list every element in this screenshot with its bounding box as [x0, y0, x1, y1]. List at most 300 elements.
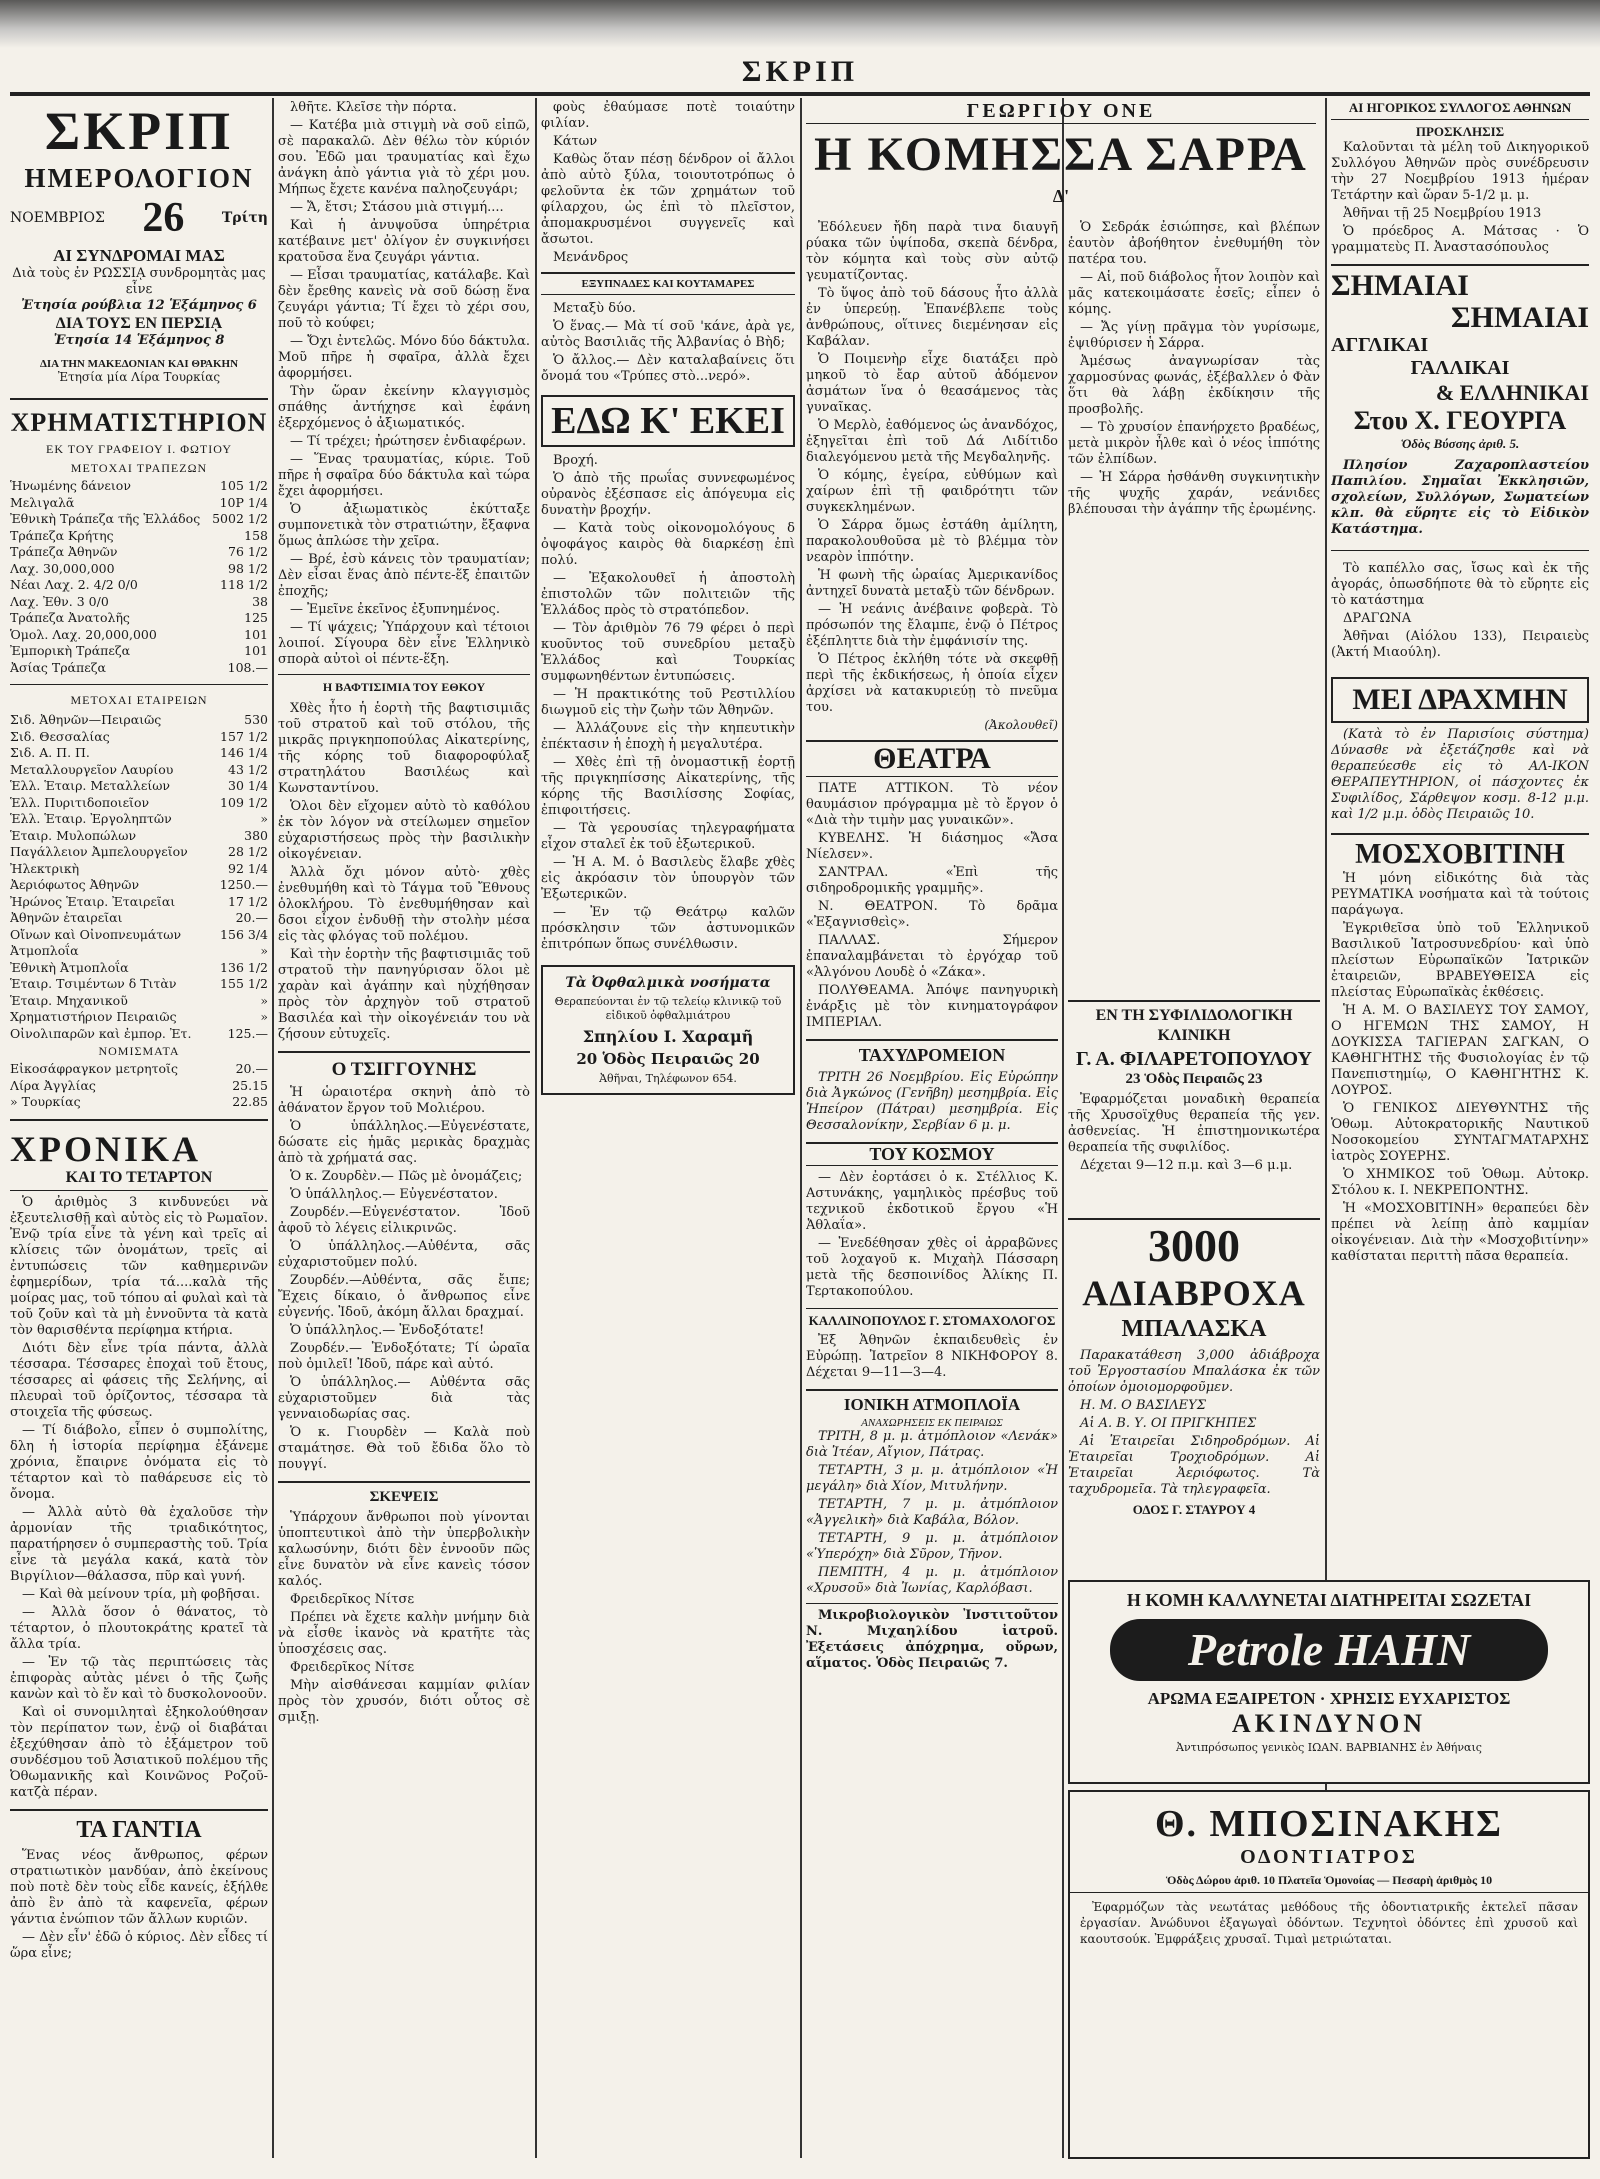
eye-ad-doctor: Σπηλίου Ι. Χαραμῆ	[582, 1027, 754, 1046]
table-row	[10, 660, 268, 677]
paragraph: — Ἄ, ἔτσι; Στάσου μιὰ στιγμή....	[290, 200, 504, 215]
edo-ekei-text	[541, 453, 795, 953]
feuilleton-text	[806, 220, 1058, 716]
hat-ad-text	[1331, 550, 1589, 661]
paragraph: Τὸ ὕψος ἀπὸ τοῦ δάσους ἦτο ἀλλὰ ἐν ὑπερεύῃ. Ἐπανέβλεπε τοὺς ἀνθρώπους, οἵτινες διεμένησαν εἰς Καβάλαν.	[806, 286, 1058, 349]
row-label: Τράπεζα Ἀνατολῆς	[10, 610, 130, 625]
flags-line-4: ΓΑΛΛΙΚΑΙ	[1410, 357, 1510, 379]
column-3	[541, 100, 795, 2170]
row-value: 20.—	[235, 1061, 268, 1076]
bourse-title: ΧΡΗΜΑΤΙΣΤΗΡΙΟΝ	[10, 408, 268, 437]
paragraph: Ὁ ἄλλος.— Δὲν καταλαβαίνεις ὅτι ὄνομά του «Τρύπες στὸ...νερό».	[541, 353, 795, 384]
paragraph: Ὁ ἀπὸ τῆς πρωΐας συννεφωμένος οὐρανὸς ἐξέσπασε εἰς ἀπόγευμα εἰς δυνατὴν βροχήν.	[541, 471, 795, 518]
paragraph: ΠΑΛΛΑΣ. Σήμερον ἐπαναλαμβάνεται τὸ ἐργόχαρ τοῦ «Ἀλγόνου Λουδὲ ὁ «Ζάκα».	[806, 933, 1058, 980]
macedonia-price: Ἐτησία μία Λίρα Τουρκίας	[57, 370, 221, 384]
row-label: Ἑταιρ. Μηχανικοῦ	[10, 992, 128, 1008]
flags-address: Ὁδὸς Βύσσης ἀριθ. 5.	[1400, 436, 1520, 451]
table-row	[10, 528, 268, 545]
column-rule	[1062, 98, 1064, 2158]
drachma-text	[1331, 727, 1589, 823]
vaftisia-title: Η ΒΑΦΤΙΣΙΜΙΑ ΤΟΥ ΕΘΚΟΥ	[278, 674, 530, 695]
table-row	[10, 844, 268, 861]
row-value: 109 1/2	[220, 794, 268, 810]
paragraph: Μὴν αἰσθάνεσαι καμμίαν φιλίαν πρὸς τὸν χρυσόν, διότι οὗτος σὲ σμιξῃ.	[278, 1678, 530, 1725]
row-value: 76 1/2	[228, 544, 268, 559]
paragraph: Ἐφαρμόζων τὰς νεωτάτας μεθόδους τῆς ὀδοντιατρικῆς ἐκτελεῖ πᾶσαν ἐργασίαν. Ἀνώδυνοι ἐξαγωγαὶ ὀδόντων. Τεχνητοὶ ὀδόντες ἐπὶ χρυσοῦ καὶ καουτσούκ. Ἐμφράξεις χρυσαῖ. Τιμαὶ μετριώταται.	[1080, 1900, 1578, 1946]
petrole-hahn-ad	[1068, 1580, 1590, 1784]
assoc-title: ΑΙ ΗΓΟΡΙΚΟΣ ΣΥΛΛΟΓΟΣ ΑΘΗΝΩΝ	[1331, 100, 1589, 120]
paragraph: Ζουρδέν.—Εὐγενέστατον. Ἰδοῦ ἀφοῦ τὸ λέγεις εἰλικρινῶς.	[278, 1205, 530, 1236]
raincoat-text	[1068, 1348, 1320, 1498]
flags-line-2: ΣΗΜΑΙΑΙ	[1451, 301, 1589, 334]
eye-ad-subtitle: Θεραπεύονται ἐν τῷ τελείῳ κλινικῷ τοῦ εἰδικοῦ ὀφθαλμιάτρου	[554, 995, 782, 1022]
short-stories-text	[541, 301, 795, 385]
chronika-subtitle: ΚΑΙ ΤΟ ΤΕΤΑΡΤΟΝ	[10, 1169, 268, 1191]
table-row	[10, 828, 268, 845]
paragraph: Ὑπάρχουν ἄνθρωποι ποὺ γίνονται ὑποπτευτικοὶ ἀπὸ τὴν ὑπερβολικὴν καλωσύνην, διότι δὲν ἐννοοῦν πῶς εἶνε δυνατὸν νὰ εἶνε κανεὶς τόσον καλός.	[278, 1510, 530, 1589]
eye-ad-address: 20 Ὁδὸς Πειραιῶς 20	[576, 1050, 760, 1068]
post-title: ΤΑΧΥΔΡΟΜΕΙΟΝ	[806, 1039, 1058, 1066]
paragraph: Παρακατάθεση 3,000 ἀδιάβροχα τοῦ Ἐργοστασίου Μπαλάσκα ἐκ τῶν ὁποίων ὁμοιομορφοῦμεν.	[1068, 1348, 1320, 1395]
coins-table	[10, 1061, 268, 1111]
lab-ad-text	[806, 1603, 1058, 1672]
paragraph: — Τί ψάχεις; Ὑπάρχουν καὶ τέτοιοι λοιποί. Σίγουρα δὲν εἶνε Ἑλληνικὸ σπορὰ αὐτοὶ οἱ πέντε-ἕξη.	[278, 620, 530, 667]
row-value: 20.—	[235, 910, 268, 925]
paragraph: Ὁ ὑπάλληλος.—Αὐθέντα, σᾶς εὐχαριστοῦμεν πολύ.	[278, 1239, 530, 1270]
paragraph: Μεταξὺ δύο.	[553, 301, 636, 316]
paragraph: Ἀλλὰ ὄχι μόνον αὐτὸ· χθὲς ἐνεθυμήθη καὶ τὸ Τάγμα τοῦ Ἔθνους ὁλοκλήρου. Τὸ ἐνεθυμήθησαν καὶ δσοι εἶχον ἐνδυθῇ τὴν στολὴν μέσα εἰς τὰς φλόγας τοῦ πολέμου.	[278, 865, 530, 944]
dentist-text	[1080, 1899, 1578, 1947]
table-row	[10, 729, 268, 746]
row-value: 530	[244, 712, 268, 727]
row-value: 105 1/2	[220, 478, 268, 493]
table-row	[10, 1078, 268, 1095]
paragraph: Αἱ Ἐταιρεῖαι Σιδηροδρόμων. Αἱ Ἐταιρεῖαι Τροχιοδρόμων. Αἱ Ἐταιρεῖαι Ἀεριόφωτος. Τὰ ταχυδρομεῖα. Τὰ τηλεγραφεῖα.	[1068, 1434, 1320, 1497]
flags-line-3: ΑΓΓΛΙΚΑΙ	[1331, 334, 1429, 356]
row-label: Ἀθηνῶν ἐταιρεῖαι	[10, 910, 123, 925]
paragraph: Ὁ ὑπάλληλος.— Ἐνδοξότατε!	[290, 1323, 485, 1338]
paragraph: Πρέπει νὰ ἔχετε καλὴν μνήμην διὰ νὰ εἶσθε ἱκανὸς νὰ κρατῆτε τὰς ὑποσχέσεις σας.	[278, 1610, 530, 1657]
paragraph: Καθὼς ὅταν πέσῃ δένδρον οἱ ἄλλοι ἀπὸ αὐτὸ ξύλα, τοιουτοτρόπως ὁ φελοῦντα ἐκ τῶν χρημάτων τοῦ φίλαρχου, ὡς ἐπὶ τὸ πλεῖστον, ἀπομακρυσμένοι συγγενεῖς καὶ ἄσωτοι.	[541, 152, 795, 247]
coins-title: ΝΟΜΙΣΜΑΤΑ	[98, 1044, 180, 1058]
paragraph: Χθὲς ἦτο ἡ ἑορτὴ τῆς βαφτισιμιᾶς τοῦ στρατοῦ καὶ τοῦ στόλου, τῆς μικρᾶς πριγκηποπούλας Αἰκατερίνης, τῆς κόρης τοῦ διαφοροφύλαξ στρατηλάτου Βασιλέως καὶ Κωνσταντίνου.	[278, 701, 530, 796]
column-rule	[800, 98, 802, 2158]
row-label: Μεταλλουργεῖον Λαυρίου	[10, 761, 174, 777]
table-row	[10, 976, 268, 993]
paragraph: Ὁ Σεδράκ ἐσιώπησε, καὶ βλέπων ἑαυτὸν ἀβοήθητον ἐνεθυμήθη τὸν πατέρα του.	[1068, 220, 1320, 267]
paragraph: Ν. ΘΕΑΤΡΟΝ. Τὸ δρᾶμα «Ἐξαγνισθεὶς».	[806, 899, 1058, 930]
column-6	[1331, 100, 1589, 1570]
paragraph: ΤΡΙΤΗ 26 Νοεμβρίου. Εἰς Εὐρώπην διὰ Ἀγκώνος (Γενῆβη) μεσημβρία. Εἰς Ἠπείρον (Πάτραι) μεσημβρία. Εἰς Θεσσαλονίκην, Σερβίαν 6 μ. μ.	[806, 1070, 1058, 1133]
subscriptions-title: ΑΙ ΣΥΝΔΡΟΜΑΙ ΜΑΣ	[53, 246, 225, 265]
paragraph: Ἐφαρμόζεται μοναδικὴ θεραπεία τῆς Χρυσοϊχθυς θεραπεία τῆς γεν. ἀσθενείας. Ἡ ἐπιστημονικωτέρα θεραπεία τῆς συφιλίδος.	[1068, 1092, 1320, 1155]
paragraph: Ὁ ΧΗΜΙΚΟΣ τοῦ Ὁθωμ. Αὐτοκρ. Στόλου κ. Ι. ΝΕΚΡΕΠΟΝΤΗΣ.	[1331, 1167, 1589, 1198]
dentist-address: Ὁδὸς Δώρου ἀριθ. 10 Πλατεῖα Ὁμονοίας — Πεσαρὴ ἀριθμὸς 10	[1070, 1873, 1588, 1893]
paragraph: Ζουρδέν.—Αὐθέντα, σᾶς ἔιπε; Ἔχεις δίκαιο, ὁ ἄνθρωπος εἶνε εὐγενής. Ἰδοῦ, ἀκόμη ἄλλαι δραχμαί.	[278, 1273, 530, 1320]
row-value: 380	[244, 827, 268, 843]
row-value: 158	[244, 527, 268, 543]
paragraph: Ὁ Μερλὸ, ἐαθόμενος ὡς ἀνανδόχος, ἐξηγεῖται ἐπὶ τοῦ Δά Λιδίτιδο διαλεγόμενου μετὰ τῆς Μεγδαληνῆς.	[806, 418, 1058, 465]
column-2	[278, 100, 530, 2170]
gantia-text	[10, 1848, 268, 1962]
table-row	[10, 627, 268, 644]
stomach-doctor-title: ΚΑΛΛΙΝΟΠΟΥΛΟΣ Γ. ΣΤΟΜΑΧΟΛΟΓΟΣ	[806, 1308, 1058, 1329]
raincoat-number: 3000	[1148, 1220, 1240, 1271]
raincoat-address: ΟΔΟΣ Γ. ΣΤΑΥΡΟΥ 4	[1132, 1502, 1256, 1517]
kosmou-text	[806, 1170, 1058, 1300]
paragraph: — Εἶσαι τραυματίας, κατάλαβε. Καὶ δὲν ἔρεθης κανεὶς νὰ σοῦ δώσῃ ἕνα ζευγάρι γάντια; Τί ἔχει τὸ χέρι σου, ποῦ τὸ κούφει;	[278, 268, 530, 331]
row-value: 136 1/2	[220, 959, 268, 975]
feuilleton-chapter: Δ'	[1052, 186, 1070, 206]
petrole-brand: Petrole HAHN	[1110, 1619, 1548, 1681]
row-label: Ἡνωμένης δάνειον	[10, 478, 131, 493]
paragraph: — Αἱ, ποῦ διάβολος ἦτον λοιπὸν καὶ μᾶς κατεκοιμάσατε ἐσεῖς; εἶπεν ὁ κόμης.	[1068, 270, 1320, 317]
edo-ekei-title: ΕΔΩ Κ' ΕΚΕΙ	[541, 395, 795, 447]
top-shadow	[0, 0, 1600, 48]
petrole-top-line: Η ΚΟΜΗ ΚΑΛΛΥΝΕΤΑΙ ΔΙΑΤΗΡΕΙΤΑΙ ΣΩΖΕΤΑΙ	[1126, 1590, 1532, 1610]
paragraph: — Τὸ χρυσίον ἐπανήρχετο βραδέως, μετὰ μικρὸν ἦλθε καὶ ὁ νέος ἱππότης τῶν ἐλπίδων.	[1068, 420, 1320, 467]
row-label: Ἑταιρ. Μυλοπώλων	[10, 827, 137, 843]
paragraph: Φρειδερῖκος Νίτσε	[290, 1660, 415, 1675]
paragraph: — Τί διάβολο, εἶπεν ὁ συμπολίτης, δλη ἡ ἱστορία περίφημα ἐξάνεμε χρόνια, ἔπαιρνε ὀνόματα εἰς τὸ τέταρτον καὶ τὸ παθάρευσε εἰς τὸ ὄνομα.	[10, 1422, 268, 1502]
paragraph: Φρειδερῖκος Νίτσε	[290, 1592, 415, 1607]
paragraph: — Ἡ Α. Μ. ὁ Βασιλεὺς ἔλαβε χθὲς εἰς ἀκρόασιν τὸν ὑπουργὸν τῶν Ἐξωτερικῶν.	[541, 855, 795, 902]
paragraph: Ἀθῆναι τῇ 25 Νοεμβρίου 1913	[1343, 206, 1542, 221]
feuilleton-title: Η ΚΟΜΗΣΣΑ ΣΑΡΡΑ	[814, 128, 1308, 181]
table-row	[10, 745, 268, 762]
paragraph: ΠΑΤΕ ΑΤΤΙΚΟΝ. Τὸ νέον θαυμάσιον πρόγραμμα μὲ τὸ ἔργον ὁ «Διὰ τὴν τιμὴν μας γυναικῶν».	[806, 781, 1058, 828]
row-label: Σιδ. Θεσσαλίας	[10, 728, 110, 744]
paragraph: ΤΕΤΑΡΤΗ, 9 μ. μ. ἀτμόπλοιον «Ὑπερόχη» διὰ Σῦρον, Τῆνον.	[806, 1531, 1058, 1562]
table-row	[10, 762, 268, 779]
masthead-title: ΣΚΡΙΠ	[741, 55, 859, 88]
row-label: Ἑλλ. Ἑταιρ. Ἐργοληπτῶν	[10, 811, 172, 826]
paragraph: Ὁ Σάρρα ὅμως ἐστάθη ἀμίλητη, παρακολουθοῦσα μὲ τὸ βλέμμα τὸν νεαρὸν ἱππότην.	[806, 518, 1058, 565]
subscriptions-price-persia: Ἐτησία 14 Ἑξάμηνος 8	[53, 333, 225, 348]
table-row	[10, 1094, 268, 1111]
row-label: Μελιγαλᾶ	[10, 494, 75, 510]
firms-table	[10, 712, 268, 1042]
paragraph: — Ἡ πρακτικότης τοῦ Ρεστιλλίου διωγμοῦ εἰς τὴν ζωὴν τῶν Ἀθηνῶν.	[541, 687, 795, 718]
vaftisia-text	[278, 701, 530, 1043]
paragraph: Ὁ ἕνας.— Μὰ τί σοῦ 'κάνε, ἀρὰ γε, αὐτὸς Βασιλιᾶς τῆς Ἀλβανίας ὁ Βὴδ;	[541, 319, 795, 350]
paragraph: Ἡ «ΜΟΣΧΟΒΙΤΙΝΗ» θεραπεύει δὲν πρέπει νὰ λείπῃ ἀπὸ καμμίαν οἰκογένειαν. Διὰ τὴν «Μοσχοβιτίνην» καθίσταται περιττὴ πᾶσα θεραπεία.	[1331, 1201, 1589, 1264]
paragraph: — Ἕνας τραυματίας, κύριε. Τοῦ πῆρε ἡ σφαῖρα δύο δάκτυλα καὶ τώρα ἔχει ἀφορμήσει.	[278, 452, 530, 499]
row-value: 5002 1/2	[212, 511, 268, 526]
paragraph: — Χθὲς ἐπὶ τῇ ὀνομαστικῇ ἑορτῇ τῆς πριγκηπίσσης Αἰκατερίνης, τῆς κόρης τῆς Βασιλίσσης Σοφίας, ἐπιφοιτήσεις.	[541, 755, 795, 818]
row-value: 25.15	[232, 1077, 268, 1093]
row-value: 108.—	[227, 659, 268, 675]
paragraph: Ὁ κόμης, ἐγείρα, εὐθύμων καὶ χαίρων ἐπὶ τῇ φαιδρότητι τῶν συγκεκλημένων.	[806, 468, 1058, 515]
paragraph: — Τὰ γερουσίας τηλεγραφήματα εἶχον σταλεῖ ἐκ τοῦ ἐξωτερικοῦ.	[541, 821, 795, 852]
gantia-continued	[278, 100, 530, 668]
banks-title: ΜΕΤΟΧΑΙ ΤΡΑΠΕΖΩΝ	[70, 461, 208, 475]
paragraph: Ὁ ἀριθμὸς 3 κινδυνεύει νὰ ἐξευτελισθῇ καὶ αὐτὸς εἰς τὸ Ρωμαῖον. Ἐνῷ τρία εἶνε τὰ γένη καὶ τρεῖς αἱ κλίσεις τῶν ὀνομάτων, τρεῖς αἱ ἐντυπώσεις τῶν καθημερινῶν ἐφημερίδων, τρία τά....καλὰ τῆς μοίρας μας, τοῦ τόπου αἱ φυλαὶ καὶ τὰ τοῦ ζοῦν καὶ τὰ μὴ ἐννοῦντα τὰ κατὰ τὸν θαρισθέντα περίφημα κτήρια.	[10, 1194, 268, 1338]
paragraph: — Ἐν τῷ Θεάτρῳ καλῶν πρόσκλησιν τῶν ἀστυνομικῶν ἐπιτρόπων ὅπως συνέλθωσιν.	[541, 905, 795, 952]
paragraph: — Ἀλλάζουνε εἰς τὴν κηπευτικὴν ἐπέκτασιν ἡ ἐποχὴ ἡ μεγαλυτέρα.	[541, 721, 795, 752]
paragraph: ΣΑΝΤΡΑΛ. «Ἐπὶ τῆς σιδηροδρομικῆς γραμμῆς».	[806, 865, 1058, 896]
paragraph: Βροχή.	[553, 453, 598, 468]
row-label: Ἑταιρ. Τσιμέντων δ Τιτὰν	[10, 976, 177, 991]
row-label: Εἰκοσάφραγκον μετρητοῖς	[10, 1061, 178, 1076]
paragraph: — Ἀλλὰ ὅσον ὁ θάνατος, τὸ τέταρτον, ὁ πλουτοκράτης κρατεῖ τὰ ἄλλα τρία.	[10, 1604, 268, 1652]
paragraph: Δέχεται 9—12 π.μ. καὶ 3—6 μ.μ.	[1080, 1158, 1293, 1173]
row-label: Ἑλλ. Ἑταιρ. Μεταλλείων	[10, 778, 171, 793]
chronika-text	[10, 1195, 268, 1801]
table-row	[10, 877, 268, 894]
table-row	[10, 927, 268, 944]
paragraph: Πλησίον Ζαχαροπλαστείου Παπιλίου. Σημαῖαι Ἐκκλησιῶν, σχολείων, Συλλόγων, Σωματείων κλπ. θὰ εὕρητε εἰς τὸ Εἰδικὸν Κατάστημα.	[1331, 458, 1589, 537]
table-row	[10, 993, 268, 1010]
drachma-title: ΜΕΙ ΔΡΑΧΜΗΝ	[1331, 677, 1589, 723]
raincoat-ad	[1068, 1218, 1320, 1570]
row-label: Ὁμολ. Λαχ. 20,000,000	[10, 626, 157, 642]
clinic-title: ΕΝ ΤΗ ΣΥΦΙΛΙΔΟΛΟΓΙΚΗ ΚΛΙΝΙΚΗ	[1095, 1007, 1293, 1044]
row-value: 146 1/4	[220, 745, 268, 760]
row-label: Σιδ. Ἀθηνῶν—Πειραιῶς	[10, 712, 162, 727]
dentist-ad	[1068, 1790, 1590, 2159]
clinic-name: Γ. Α. ΦΙΛΑΡΕΤΟΠΟΥΛΟΥ	[1076, 1048, 1312, 1070]
dentist-title: ΟΔΟΝΤΙΑΤΡΟΣ	[1240, 1846, 1418, 1868]
table-row	[10, 478, 268, 495]
gantia-title: ΤΑ ΓΑΝΤΙΑ	[10, 1809, 268, 1844]
row-value: »	[260, 992, 268, 1008]
paragraph: Καλοῦνται τὰ μέλη τοῦ Δικηγορικοῦ Συλλόγου Ἀθηνῶν πρὸς συνέδρευσιν τὴν 27 Νοεμβρίου 1913 ἡμέραν Τετάρτην καὶ ὥραν 5-1/2 μ. μ.	[1331, 140, 1589, 203]
subscriptions-line: Διὰ τοὺς ἐν ΡΩΣΣΙᾼ συνδρομητὰς μας εἶνε	[12, 266, 266, 297]
paragraph: Ὁ κ. Γιουρδὲν — Καλὰ ποὺ σταμάτησε. Θὰ τοῦ ἔδιδα ὅλο τὸ πουγγί.	[278, 1425, 530, 1472]
paragraph: Ζουρδέν.— Ἐνδοξότατε; Τί ὡραῖα ποὺ ὁμιλεῖ! Ἰδοῦ, πάρε καὶ αὐτό.	[278, 1341, 530, 1372]
row-label: Ἀτμοπλοΐα	[10, 943, 79, 958]
feuilleton-header	[806, 100, 1316, 215]
row-value: 125.—	[227, 1025, 268, 1041]
stomach-doctor-text	[806, 1333, 1058, 1381]
paragraph: ΠΟΛΥΘΕΑΜΑ. Ἀπόψε πανηγυρικὴ ἐνάρξις μὲ τὸν κινηματογράφον ΙΜΠΕΡΙΑΛ.	[806, 983, 1058, 1030]
skepseis-title: ΣΚΕΨΕΙΣ	[278, 1481, 530, 1506]
row-label: Οἰνολιπαρῶν καὶ ἐμπορ. Ἐτ.	[10, 1025, 192, 1041]
kosmou-title: ΤΟΥ ΚΟΣΜΟΥ	[806, 1142, 1058, 1166]
paragraph: Μενάνδρος	[553, 250, 629, 265]
paragraph: Μικροβιολογικὸν Ἰνστιτοῦτον Ν. Μιχαηλίδου ἰατροῦ. Ἐξετάσεις ἀπόχρημα, οὔρων, αἵματος. Ὁδὸς Πειραιῶς 7.	[806, 1608, 1058, 1671]
row-value: 43 1/2	[228, 761, 268, 777]
macedonia-title: ΔΙΑ ΤΗΝ ΜΑΚΕΔΟΝΙΑΝ ΚΑΙ ΘΡΑΚΗΝ	[39, 358, 239, 370]
table-row	[10, 894, 268, 911]
paragraph: — Ἡ νεάνις ἀνέβαινε φοβερὰ. Τὸ πρόσωπόν της ἔλαμπε, ἐνῷ ὁ Πέτρος ἐξέπληττε διὰ τὴν ἐμφάνισίν της.	[806, 602, 1058, 649]
row-label: Ἠρώνος Ἑταιρ. Ἐταιρεῖαι	[10, 893, 176, 909]
row-label: Ἐθνικὴ Ἀτμοπλοΐα	[10, 959, 129, 975]
table-row	[10, 960, 268, 977]
calendar-day: 26	[142, 195, 185, 241]
row-label: Σιδ. Α. Π. Π.	[10, 745, 90, 760]
row-value: 98 1/2	[228, 560, 268, 576]
eye-ad-title: Τὰ Ὀφθαλμικὰ νοσήματα	[565, 975, 771, 991]
row-label: Νέαι Λαχ. 2. 4/2 0/0	[10, 577, 138, 592]
calendar-month: ΝΟΕΜΒΡΙΟΣ	[10, 210, 105, 226]
row-value: »	[260, 811, 268, 826]
row-value: 101	[244, 643, 268, 658]
tsigounis-text	[278, 1085, 530, 1473]
paragraph: Ἀμέσως ἀναγνωρίσαν τὰς χαρμοσύνας φωνάς, ἐξέβαλλεν ὁ Φὰν ὅτι θὰ λάβῃ ἐκδίκησιν τῆς προσβολῆς.	[1068, 354, 1320, 417]
paragraph: Ὁ ὑπάλληλος.—Εὐγενέστατε, δώσατε εἰς ἡμᾶς μερικὰς δραχμὰς ἀπὸ τὰ χρήματά σας.	[278, 1119, 530, 1166]
row-value: »	[260, 943, 268, 958]
paragraph: — Ἐμεῖνε ἐκεῖνος ἐξυπνημένος.	[290, 602, 500, 617]
paragraph: Τὴν ὥραν ἐκείνην κλαγγισμὸς σπάθης ἀντήχησε καὶ ἐφάνη ἐξερχόμενος ὁ ἀξιωματικός.	[278, 384, 530, 431]
paragraph: — Δὲν ἐορτάσει ὁ κ. Στέλλιος Κ. Αστυνάκης, γαμηλικὸς πρέσβυς τοῦ τεχνικοῦ ἐκδοτικοῦ ἔργου «Ἡ Ἀθλαΐα».	[806, 1170, 1058, 1233]
row-value: 156 3/4	[220, 926, 268, 942]
petrole-agent: Ἀντιπρόσωπος γενικὸς ΙΩΑΝ. ΒΑΡΒΙΑΝΗΣ ἐν Ἀθήναις	[1176, 1741, 1482, 1754]
paragraph: — Ἄς γίνῃ πρᾶγμα τὸν γυρίσωμε, ἐψιθύρισεν ἡ Σάρρα.	[1068, 320, 1320, 351]
paragraph: Ἐξ Ἀθηνῶν ἐκπαιδευθεὶς ἐν Εὐρώπῃ. Ἰατρεῖον 8 ΝΙΚΗΦΟΡΟΥ 8. Δέχεται 9—11—3—4.	[806, 1333, 1058, 1380]
paragraph: Ὁ Πέτρος ἐκλήθη τότε νὰ σκεφθῇ περὶ τῆς ἐκδικήσεως, ἡ ὁποία εἶχεν ἀρχίσει νὰ κατακυριεύῃ τὸ πνεῦμα του.	[806, 652, 1058, 715]
paragraph: Καὶ οἱ συνομιληταὶ ἐξηκολούθησαν τὸν περίπατον των, ἐνῷ οἱ διαβάται ἐξεχύθησαν ἀπὸ τὸ ἐξάμετρον τοῦ συνδέσμου τοῦ Ἀσιατικοῦ πολέμου τῆς Ὀθωμανικῆς καὶ Κοινῶνος Ροζοῦ-κατζὰ πέραν.	[10, 1704, 268, 1800]
table-row	[10, 861, 268, 878]
persia-title: ΔΙΑ ΤΟΥΣ ΕΝ ΠΕΡΣΙᾼ	[55, 315, 223, 332]
paragraph: (Κατὰ τὸ ἐν Παρισίοις σύστημα) Δύνασθε νὰ ἐξετάζησθε καὶ νὰ θεραπεύεσθε εἰς τὸ ΑΛ-ΙΚΟΝ ΘΕΡΑΠΕΥΤΗΡΙΟΝ, οἱ πάσχοντες ἐκ Συφιλίδος, Σάρθεψον κοσμ. 8-12 μ.μ. καὶ 1/2 μ.μ. ὁδὸς Πειραιῶς 10.	[1331, 727, 1589, 822]
paragraph: Τὸ καπέλλο σας, ἴσως καὶ ἐκ τῆς ἀγοράς, ὁπωσδήποτε θὰ τὸ εὕρητε εἰς τὸ κατάστημα	[1331, 561, 1589, 608]
column-5	[1068, 220, 1320, 1000]
tsigounis-title: Ο ΤΣΙΓΓΟΥΝΗΣ	[278, 1051, 530, 1081]
calendar-weekday: Τρίτη	[221, 210, 268, 226]
paragraph: Ὁ ὑπάλληλος.— Αὐθέντα σᾶς εὐχαριστοῦμεν διὰ τὰς γενναιοδωρίας σας.	[278, 1375, 530, 1422]
assoc-subtitle: ΠΡΟΣΚΛΗΣΙΣ	[1415, 124, 1505, 139]
table-row	[10, 811, 268, 828]
ionian-text	[806, 1429, 1058, 1597]
row-value: 22.85	[232, 1094, 268, 1109]
petrole-tagline: ΑΡΩΜΑ ΕΞΑΙΡΕΤΟΝ · ΧΡΗΣΙΣ ΕΥΧΑΡΙΣΤΟΣ	[1147, 1689, 1511, 1708]
theatre-title: ΘΕΑΤΡΑ	[806, 740, 1058, 777]
paragraph: Ἡ Α. Μ. Ο ΒΑΣΙΛΕΥΣ ΤΟΥ ΣΑΜΟΥ, Ο ΗΓΕΜΩΝ ΤΗΣ ΣΑΜΟΥ, Η ΔΟΥΚΙΣΣΑ ΤΑΓΙΕΡΑΝ ΣΑΓΚΑΝ, Ο ΚΑΘΗΓΗΤΗΣ τῆς Φυσιολογίας ἐν τῷ Πανεπιστημίῳ, Ο ΚΑΘΗΓΗΤΗΣ Κ. ΛΟΥΡΟΣ.	[1331, 1003, 1589, 1098]
table-row	[10, 943, 268, 960]
row-label: Ἑλλ. Πυριτιδοποιεῖον	[10, 794, 150, 810]
paragraph: Ὁ κ. Ζουρδὲν.— Πῶς μὲ ὀνομάζεις;	[290, 1169, 523, 1184]
paragraph: Ἀθῆναι (Αἰόλου 133), Πειραιεὺς (Ἀκτή Μιαούλη).	[1331, 629, 1589, 660]
paragraph: — Κατὰ τοὺς οἰκονομολόγους δ ὀψοφάγος καιρὸς θὰ διαρκέσῃ ἐπὶ πολύ.	[541, 521, 795, 568]
poem-tail	[541, 100, 795, 266]
feuilleton-byline: ΓΕΩΡΓΙΟΥ ΟΝΕ	[806, 100, 1316, 124]
paragraph: ΠΕΜΠΤΗ, 4 μ. μ. ἀτμόπλοιον «Χρυσοῦ» διὰ Ἰωνίας, Καρλόβασι.	[806, 1565, 1058, 1596]
paragraph: Ἡ ὡραιοτέρα σκηνὴ ἀπὸ τὸ ἀθάνατον ἔργον τοῦ Μολιέρου.	[278, 1085, 530, 1116]
row-label: Λίρα Ἀγγλίας	[10, 1077, 96, 1093]
clinic-text	[1068, 1092, 1320, 1174]
row-value: 118 1/2	[220, 577, 268, 592]
paragraph: ΚΥΒΕΛΗΣ. Ἡ διάσημος «Ἄσα Νίελσεν».	[806, 831, 1058, 862]
short-stories-title: ΕΞΥΠΝΑΔΕΣ ΚΑΙ ΚΟΥΤΑΜΑΡΕΣ	[541, 272, 795, 295]
paragraph: — Βρέ, ἐσὺ κάνεις τὸν τραυματίαν; Δὲν εἶσαι ἕνας ἀπὸ πέντε-ἕξ ἐπαιτῶν ἐποχῆς;	[278, 552, 530, 599]
table-row	[10, 511, 268, 528]
skepseis-text	[278, 1510, 530, 1726]
flags-text	[1331, 458, 1589, 538]
paragraph: — Ἀλλὰ αὐτὸ θὰ ἐχαλοῦσε τὴν ἀρμονίαν τῆς τριαδικότητος, παρατήρησεν ὁ συμπεραστὴς τοῦ. Τρία εἶνε τὰ μεγάλα κακά, κατὰ τὸν Βιργίλιον—θάλασσα, πῦρ καὶ γυνή.	[10, 1504, 268, 1584]
table-row	[10, 561, 268, 578]
paragraph: Η. Μ. Ο ΒΑΣΙΛΕΥΣ	[1080, 1398, 1206, 1413]
flags-line-1: ΣΗΜΑΙΑΙ	[1331, 269, 1469, 302]
paragraph: ΤΕΤΑΡΤΗ, 3 μ. μ. ἀτμόπλοιον «Ἡ μεγάλη» διὰ Χίον, Μιτυλήνην.	[806, 1463, 1058, 1494]
paragraph: Καὶ τὴν ἑορτὴν τῆς βαφτισιμιᾶς τοῦ στρατοῦ τὴν πανηγύρισαν ὅλοι μὲ χαρὰν καὶ ἀγάπην καὶ ηὐχήθησαν πρὸς τὸν ἀρχηγὸν τοῦ στρατοῦ Βασιλέα καὶ τὴν οἰκογένειάν του νὰ ζήσουν εὐτυχεῖς.	[278, 947, 530, 1042]
ionian-title: ΙΟΝΙΚΗ ΑΤΜΟΠΛΟΪΑ	[806, 1389, 1058, 1415]
paragraph: Ἡ μόνη εἰδικότης διὰ τὰς ΡΕΥΜΑΤΙΚΑ νοσήματα καὶ τὰ τούτοις παράγωγα.	[1331, 871, 1589, 918]
paragraph: — Ἡ Σάρρα ἠσθάνθη συγκινητικὴν τῆς ψυχῆς χαράν, νεάνιδες βλέπουσαι τὴν ἀγάπην τῆς ἐρωμένης.	[1068, 470, 1320, 517]
moschovitini-title: ΜΟΣΧΟΒΙΤΙΝΗ	[1331, 833, 1589, 871]
column-rule	[535, 98, 537, 2158]
calendar-title: ΗΜΕΡΟΛΟΓΙΟΝ	[24, 163, 254, 193]
row-label: Τράπεζα Κρήτης	[10, 527, 114, 543]
flags-line-6: Στου Χ. ΓΕΟΥΡΓΑ	[1353, 406, 1567, 435]
paragraph: Ἐδόλευεν ἤδη παρὰ τινα διαυγῆ ρύακα τῶν ὑψίποδα, σκεπὰ δένδρα, τὸν κόμητα καὶ τοὺς σὺν αὐτῷ γευματίζοντας.	[806, 220, 1058, 283]
assoc-text	[1331, 140, 1589, 256]
paragraph: Ὁ ὑπάλληλος.— Εὐγενέστατον.	[290, 1187, 498, 1202]
row-label: Λαχ. Ἐθν. 3 0/0	[10, 593, 109, 609]
dentist-name: Θ. ΜΠΟΣΙΝΑΚΗΣ	[1154, 1803, 1504, 1845]
paragraph: — Δὲν εἶν' ἐδῶ ὁ κύριος. Δὲν εἶδες τί ὥρα εἶνε;	[10, 1929, 268, 1961]
paragraph: — Τὸν ἀριθμὸν 76 79 φέρει ὁ περὶ κυοῦντος τοῦ συνεδρίου μεταξὺ Ἑλλάδος καὶ Τουρκίας συμφωνηθέντων ἐντυπώσεις.	[541, 621, 795, 684]
row-label: Οἴνων καὶ Οἰνοπνευμάτων	[10, 926, 182, 942]
paragraph: Ὁ πρόεδρος Α. Μάτσας · Ὁ γραμματεὺς Π. Ἀναστασόπουλος	[1331, 224, 1589, 255]
eye-ad-phone: Ἀθῆναι, Τηλέφωνον 654.	[599, 1072, 737, 1085]
row-label: Ἐμπορικὴ Τράπεζα	[10, 643, 131, 658]
paragraph: — Ἐξακολουθεῖ ἡ ἀποστολὴ ἐπιστολῶν τῶν πολιτειῶν τῆς Ἑλλάδος πρὸς τὸ στρατόπεδον.	[541, 571, 795, 618]
paragraph: Ὁ ΓΕΝΙΚΟΣ ΔΙΕΥΘΥΝΤΗΣ τῆς Ὁθωμ. Αὐτοκρατορικῆς Ναυτικοῦ Νοσοκομείου ΣΥΝΤΑΓΜΑΤΑΡΧΗΣ ἰατρὸς ΣΟΥΕΡΗΣ.	[1331, 1101, 1589, 1164]
table-row	[10, 712, 268, 729]
paragraph: — Κατέβα μιὰ στιγμὴ νὰ σοῦ εἰπῶ, σὲ παρακαλῶ. Δὲν θέλω τὸν κύριόν σου. Ἐδῶ μαι τραυματίας καὶ ἔχω ἀνάγκη ἀπὸ γάντια γιὰ τὸ χέρι μου. Μήπως ἔχετε κανένα παληοζευγάρι;	[278, 118, 530, 197]
paragraph: — Καὶ θὰ μείνουν τρία, μὴ φοβῆσαι.	[22, 1586, 260, 1602]
clinic-address: 23 Ὁδὸς Πειραιῶς 23	[1125, 1071, 1263, 1087]
paragraph: Διότι δὲν εἶνε τρία πάντα, ἀλλὰ τέσσαρα. Τέσσαρες ἐποχαὶ τοῦ ἔτους, τέσσαρες αἱ φάσεις τῆς Σελήνης, αἱ πλευραὶ τοῦ ὁρίζοντος, τέσσαρα τὰ στοιχεῖα τῆς φύσεως.	[10, 1340, 268, 1420]
paragraph: φοὺς ἐθαύμασε ποτὲ τοιαύτην φιλίαν.	[541, 100, 795, 131]
paragraph: — Ἐν τῷ τὰς περιπτώσεις τὰς ἐπιφορὰς αὐτὰς μένει ὁ τῆς ζωῆς κανὼν καὶ τὸ ἔν καὶ τὸ δυσκολονοοῦν.	[10, 1654, 268, 1702]
row-label: Ἠλεκτρικὴ	[10, 860, 80, 876]
row-value: 157 1/2	[220, 728, 268, 744]
post-text	[806, 1070, 1058, 1134]
moschovitini-text	[1331, 871, 1589, 1265]
theatre-text	[806, 781, 1058, 1031]
row-label: » Τουρκίας	[10, 1094, 81, 1109]
paragraph: — Ὄχι ἐντελῶς. Μόνο δύο δάκτυλα. Μοῦ πῆρε ἡ σφαῖρα, ἀλλὰ ἔχει ἀφορμήσει.	[278, 334, 530, 381]
row-value: 28 1/2	[228, 844, 268, 859]
column-rule	[272, 98, 274, 2158]
row-value: 10Ρ 1/4	[219, 494, 268, 510]
petrole-safe: ΑΚΙΝΔΥΝΟΝ	[1231, 1709, 1427, 1738]
paragraph: Ἡ φωνὴ τῆς ὡραίας Ἀμερικανίδος ἀντηχεῖ δυνατὰ μεταξὺ τῶν δένδρων.	[806, 568, 1058, 599]
paragraph: Ὁ ἀξιωματικὸς ἐκύτταξε συμπονετικὰ τὸν στρατιώτην, ἔξαφνα ὅμως ἀπλώσε τὴν χεῖρα.	[278, 502, 530, 549]
row-label: Τράπεζα Ἀθηνῶν	[10, 544, 118, 559]
row-value: »	[260, 1009, 268, 1024]
column-1	[10, 100, 268, 2170]
subscriptions-price-russia: Ἐτησία ρούβλια 12 Ἑξάμηνος 6	[21, 298, 257, 313]
table-row	[10, 643, 268, 660]
table-row	[10, 1061, 268, 1078]
clinic-ad	[1068, 1000, 1320, 1217]
bourse-subtitle: ΕΚ ΤΟΥ ΓΡΑΦΕΙΟΥ Ι. ΦΩΤΙΟΥ	[45, 442, 232, 456]
paragraph: Αἱ Α. Β. Υ. ΟΙ ΠΡΙΓΚΗΠΕΣ	[1080, 1416, 1257, 1431]
paragraph: Ὁλοι δὲν εἴχομεν αὐτὸ τὸ καθόλου ἐκ τὸν λόγον νὰ στείλωμεν σημεῖον εὐχαριστήσεως πρὸς τὴν βασιλικὴν οἰκογένειαν.	[278, 799, 530, 862]
row-value: 155 1/2	[220, 976, 268, 991]
row-label: Ἀεριόφωτος Ἀθηνῶν	[10, 877, 140, 892]
row-value: 101	[244, 626, 268, 642]
masthead-rule	[10, 92, 1590, 96]
table-row	[10, 1009, 268, 1026]
ionian-subtitle: ΑΝΑΧΩΡΗΣΕΙΣ ΕΚ ΠΕΙΡΑΙΩΣ	[861, 1417, 1003, 1429]
paragraph: — Τί τρέχει; ἠρώτησεν ἐνδιαφέρων.	[290, 434, 527, 449]
paragraph: ΔΡΑΓΩΝΑ	[1343, 611, 1412, 626]
table-row	[10, 778, 268, 795]
paragraph: λθῆτε. Κλεῖσε τὴν πόρτα.	[290, 100, 457, 115]
row-value: 17 1/2	[228, 893, 268, 909]
chronika-title: ΧΡΟΝΙΚΑ	[10, 1128, 201, 1169]
row-value: 1250.—	[219, 877, 268, 892]
paragraph: Ἐγκριθεῖσα ὑπὸ τοῦ Ἑλληνικοῦ Βασιλικοῦ Ἰατροσυνεδρίου· καὶ ὑπὸ πλείστων Εὐρωπαϊκῶν Ἰατρικῶν ἑταιρειῶν, ΒΡΑΒΕΥΘΕΙΣΑ εἰς πλείστας Εὐρωπαϊκὰς ἐκθέσεις.	[1331, 921, 1589, 1000]
column-4	[806, 220, 1058, 2170]
paragraph: Ὁ Ποιμενὴρ εἶχε διατάξει πρὸ μηκοῦ τὸ ἔαρ αὐτοῦ ἀδόμενον ἀσμάτων ἵνα ὁ θεασάμενος τὰς γυναῖκας.	[806, 352, 1058, 415]
table-row	[10, 544, 268, 561]
